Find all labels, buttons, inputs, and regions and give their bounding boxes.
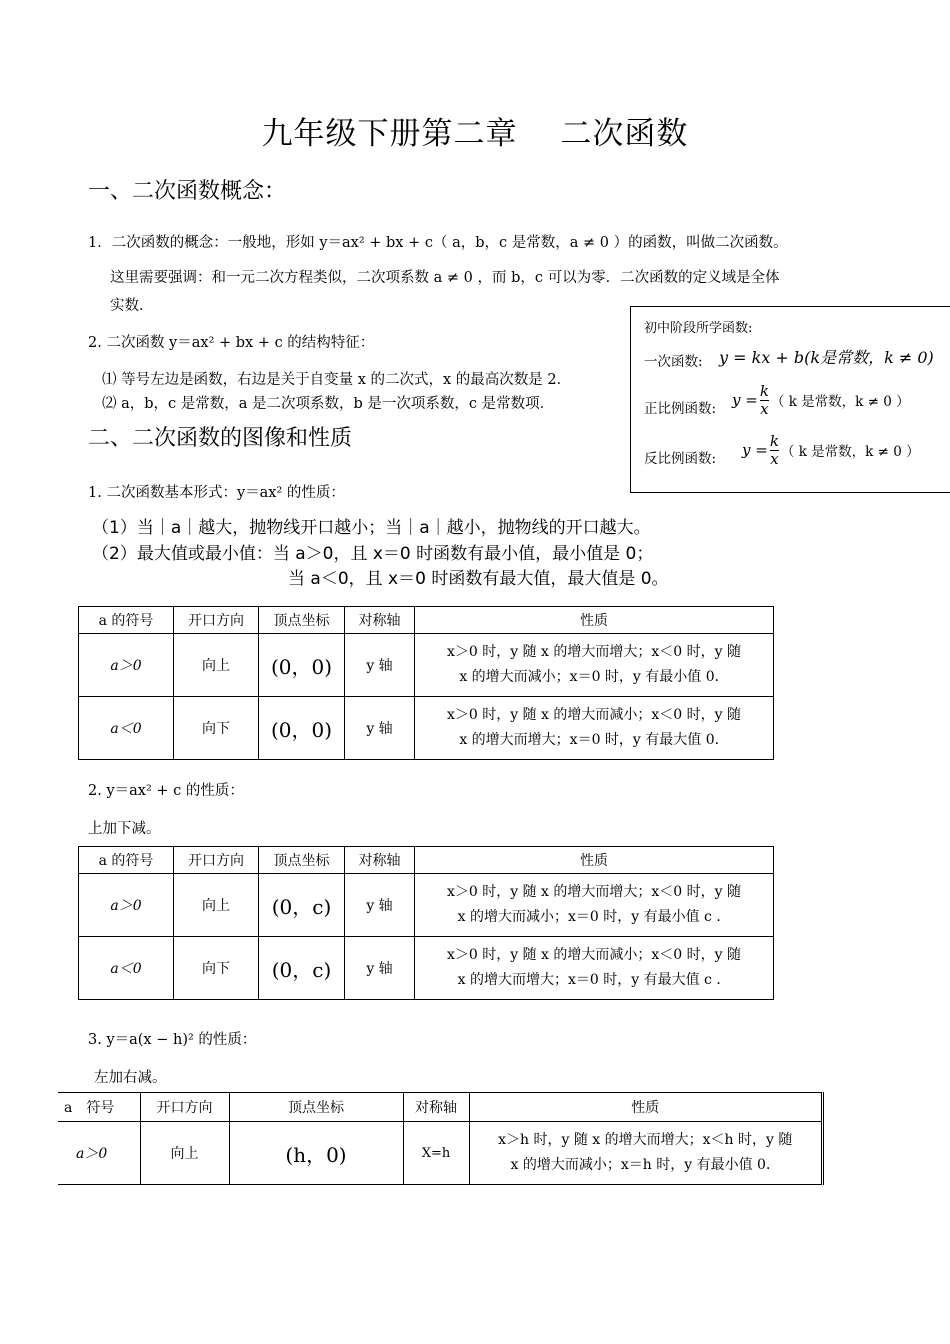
- property-line: x 的增大而增大；x＝0 时，y 有最大值 c ．: [457, 972, 731, 988]
- proportional-denominator: x: [760, 399, 769, 418]
- direction-cell: 向下: [174, 697, 259, 760]
- property-line: x＞h 时，y 随 x 的增大而增大；x＜h 时，y 随: [498, 1132, 793, 1148]
- vertex-cell: (0，c): [259, 937, 345, 1000]
- structure-heading: 2. 二次函数 y＝ax² + bx + c 的结构特征：: [88, 335, 375, 351]
- properties-table-shift-h: [58, 1092, 824, 1185]
- sign-cell: a＞0: [79, 634, 174, 697]
- inverse-numerator: k: [769, 432, 779, 450]
- column-header: 性质: [469, 1093, 823, 1122]
- table-row: [79, 937, 774, 1000]
- proportional-numerator: k: [759, 382, 769, 400]
- inverse-lhs: y =: [742, 441, 768, 459]
- column-header: 对称轴: [345, 607, 415, 634]
- vertex-cell: (0，0): [259, 697, 345, 760]
- direction-cell: 向上: [140, 1122, 229, 1185]
- table-header-row: [58, 1093, 823, 1122]
- column-header: 顶点坐标: [259, 607, 345, 634]
- column-header: a 符号: [58, 1093, 140, 1122]
- property-line: x＞0 时，y 随 x 的增大而减小；x＜0 时，y 随: [446, 947, 742, 963]
- concept-note-line2: 实数．: [110, 298, 154, 314]
- horizontal-shift-rule: 左加右减。: [94, 1070, 167, 1086]
- property-line: x＞0 时，y 随 x 的增大而减小；x＜0 时，y 随: [446, 707, 742, 723]
- opening-rule: （1）当｜a｜越大，抛物线开口越小；当｜a｜越小，抛物线的开口越大。: [92, 518, 651, 538]
- sign-cell: a＞0: [58, 1122, 140, 1185]
- table-row: [79, 697, 774, 760]
- property-cell: [415, 874, 774, 937]
- direction-cell: 向下: [174, 937, 259, 1000]
- column-header: 性质: [415, 607, 774, 634]
- property-line: x＞0 时，y 随 x 的增大而增大；x＜0 时，y 随: [446, 884, 742, 900]
- vertex-cell: (h，0): [229, 1122, 403, 1185]
- axis-cell: y 轴: [345, 634, 415, 697]
- table-header-row: [79, 607, 774, 634]
- table-row: [58, 1122, 823, 1185]
- form2-heading: 2. y＝ax² + c 的性质：: [88, 783, 244, 799]
- extremum-rule-min: （2）最大值或最小值：当 a＞0，且 x＝0 时函数有最小值，最小值是 0；: [92, 544, 654, 564]
- table-row: [79, 634, 774, 697]
- proportional-lhs: y =: [732, 391, 758, 409]
- vertex-cell: (0，0): [259, 634, 345, 697]
- column-header: 开口方向: [174, 847, 259, 874]
- column-header: 顶点坐标: [259, 847, 345, 874]
- inverse-function-formula: [742, 433, 920, 467]
- property-line: x 的增大而减小；x＝h 时，y 有最小值 0．: [510, 1157, 780, 1173]
- property-cell: [415, 697, 774, 760]
- direction-cell: 向上: [174, 634, 259, 697]
- sign-cell: a＜0: [79, 937, 174, 1000]
- column-header: 顶点坐标: [229, 1093, 403, 1122]
- property-cell: [415, 937, 774, 1000]
- structure-point-2: ⑵ a，b，c 是常数，a 是二次项系数，b 是一次项系数，c 是常数项．: [102, 396, 555, 412]
- table-header-row: [79, 847, 774, 874]
- property-line: x 的增大而减小；x＝0 时，y 有最小值 c ．: [457, 909, 731, 925]
- property-line: x＞0 时，y 随 x 的增大而增大；x＜0 时，y 随: [446, 644, 742, 660]
- extremum-rule-max: 当 a＜0，且 x＝0 时函数有最大值，最大值是 0。: [288, 569, 669, 589]
- proportional-condition: （ k 是常数，k ≠ 0 ）: [770, 394, 910, 410]
- section2-heading: 二、二次函数的图像和性质: [88, 426, 353, 451]
- vertical-shift-rule: 上加下减。: [88, 821, 161, 837]
- axis-cell: y 轴: [345, 937, 415, 1000]
- concept-note-line1: 这里需要强调：和一元二次方程类似，二次项系数 a ≠ 0 ，而 b，c 可以为零．二次函数的定义域是全体: [110, 270, 780, 286]
- inverse-condition: （ k 是常数，k ≠ 0 ）: [780, 444, 920, 460]
- column-header: 开口方向: [174, 607, 259, 634]
- proportional-function-label: 正比例函数:: [644, 401, 717, 417]
- property-line: x 的增大而增大；x＝0 时，y 有最大值 0．: [459, 732, 729, 748]
- column-header: 性质: [415, 847, 774, 874]
- column-header: a 的符号: [79, 607, 174, 634]
- column-header: 开口方向: [140, 1093, 229, 1122]
- form3-heading: 3. y＝a(x − h)² 的性质：: [88, 1032, 257, 1048]
- box-title: 初中阶段所学函数:: [644, 321, 753, 336]
- vertex-cell: (0，c): [259, 874, 345, 937]
- inverse-denominator: x: [770, 449, 779, 468]
- column-header: a 的符号: [79, 847, 174, 874]
- column-header: 对称轴: [403, 1093, 469, 1122]
- inverse-function-label: 反比例函数:: [644, 451, 717, 467]
- properties-table-basic: [78, 606, 774, 760]
- axis-cell: y 轴: [345, 697, 415, 760]
- inverse-fraction: [770, 433, 779, 467]
- direction-cell: 向上: [174, 874, 259, 937]
- properties-table-shift-c: [78, 846, 774, 1000]
- function-summary-box: [630, 306, 950, 493]
- axis-cell: X=h: [403, 1122, 469, 1185]
- column-header: 对称轴: [345, 847, 415, 874]
- axis-cell: y 轴: [345, 874, 415, 937]
- property-cell: [469, 1122, 823, 1185]
- property-cell: [415, 634, 774, 697]
- table-row: [79, 874, 774, 937]
- proportional-function-formula: [732, 383, 910, 417]
- concept-definition: 1．二次函数的概念：一般地，形如 y＝ax² + bx + c（ a，b，c 是常数，a ≠ 0 ）的函数，叫做二次函数。: [88, 235, 788, 251]
- proportional-fraction: [760, 383, 769, 417]
- sign-cell: a＜0: [79, 697, 174, 760]
- sign-cell: a＞0: [79, 874, 174, 937]
- structure-point-1: ⑴ 等号左边是函数，右边是关于自变量 x 的二次式，x 的最高次数是 2．: [102, 372, 572, 388]
- basic-form-heading: 1. 二次函数基本形式：y＝ax² 的性质：: [88, 485, 345, 501]
- property-line: x 的增大而减小；x＝0 时，y 有最小值 0．: [459, 669, 729, 685]
- linear-function-label: 一次函数:: [644, 354, 703, 370]
- linear-function-formula: y = kx + b(k是常数，k ≠ 0): [719, 348, 934, 367]
- section1-heading: 一、二次函数概念：: [88, 179, 287, 204]
- page-title: 九年级下册第二章 二次函数: [261, 116, 689, 152]
